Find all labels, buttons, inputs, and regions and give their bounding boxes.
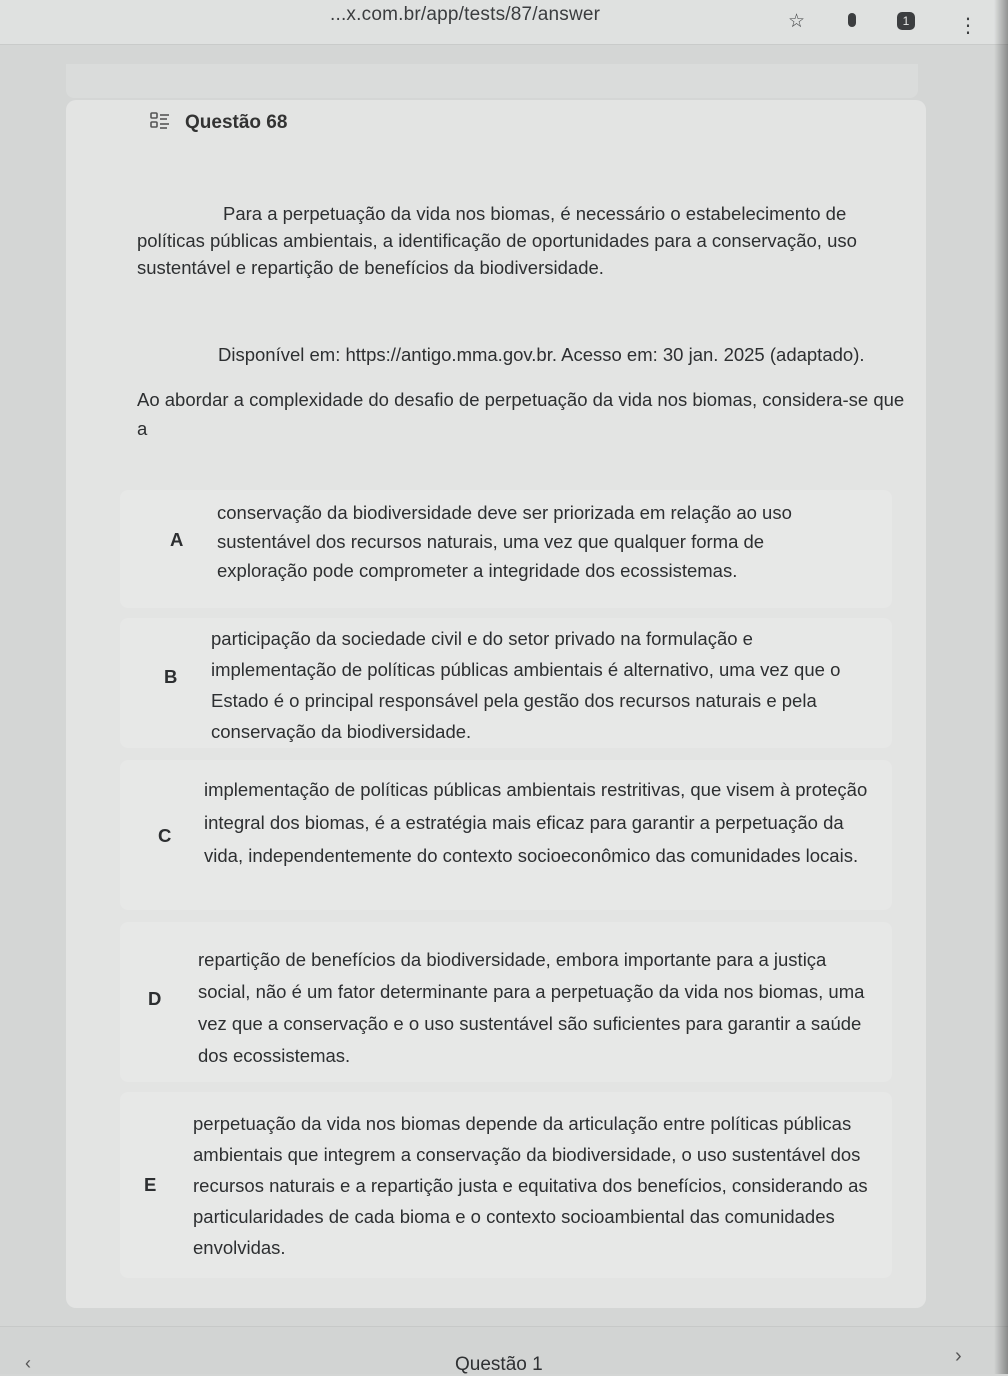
option-b[interactable] [120,618,892,748]
browser-toolbar [0,0,1008,45]
chevron-right-icon[interactable]: › [955,1345,962,1367]
option-letter: E [144,1174,157,1195]
chevron-left-icon[interactable]: ‹ [25,1353,31,1373]
option-text: perpetuação da vida nos biomas depende da articulação entre políticas públicas ambientais que integrem a conservação da biodiversidade, o uso sustentável dos recursos naturais e a repartição justa e equitativa dos benefícios, considerando as particularidades de cada bioma e o contexto socioambiental das comunidades envolvidas. [193,1113,868,1258]
question-source: Disponível em: https://antigo.mma.gov.br. Acesso em: 30 jan. 2025 (adaptado). [218,344,865,365]
option-d[interactable] [120,922,892,1082]
tab-count-icon[interactable]: 1 [897,12,915,30]
option-letter: B [164,666,178,687]
screen-edge-shadow [994,0,1008,1374]
page-header-band [66,64,918,98]
option-letter: C [158,825,172,846]
option-a[interactable] [120,490,892,608]
option-text: repartição de benefícios da biodiversidade, embora importante para a justiça social, não é um fator determinante para a perpetuação da vida nos biomas, uma vez que a conservação e o uso sustentável são suficientes para garantir a saúde dos ecossistemas. [198,949,865,1066]
option-text: conservação da biodiversidade deve ser priorizada em relação ao uso sustentável dos recursos naturais, uma vez que qualquer forma de exploração pode comprometer a integridade dos ecossistemas. [217,502,792,581]
address-bar[interactable]: ...x.com.br/app/tests/87/answer [330,4,601,25]
question-prompt: Ao abordar a complexidade do desafio de perpetuação da vida nos biomas, considera-se que a [137,389,905,439]
option-text: participação da sociedade civil e do setor privado na formulação e implementação de políticas públicas ambientais é alternativo, uma vez que o Estado é o principal responsável pela gestão dos recursos naturais e pela conservação da biodiversidade. [211,628,841,742]
option-e[interactable] [120,1092,892,1278]
option-text: implementação de políticas públicas ambientais restritivas, que visem à proteção integral dos biomas, é a estratégia mais eficaz para garantir a perpetuação da vida, independentemente do contexto socioeconômico das comunidades locais. [204,779,868,866]
question-paragraph: Para a perpetuação da vida nos biomas, é necessário o estabelecimento de políticas públicas ambientais, a identificação de oportunidades para a conservação, uso sustentável e repartição de benefícios da biodiversidade. [137,203,857,278]
microphone-icon[interactable] [848,13,856,27]
bookmark-star-icon[interactable]: ☆ [788,11,806,32]
option-c[interactable] [120,760,892,910]
option-letter: A [170,529,184,550]
option-letter: D [148,988,162,1009]
question-title: Questão 68 [185,112,288,133]
current-question-label: Questão 1 [455,1354,543,1375]
question-list-icon [150,111,170,131]
more-menu-icon[interactable]: ⋮ [958,15,978,37]
